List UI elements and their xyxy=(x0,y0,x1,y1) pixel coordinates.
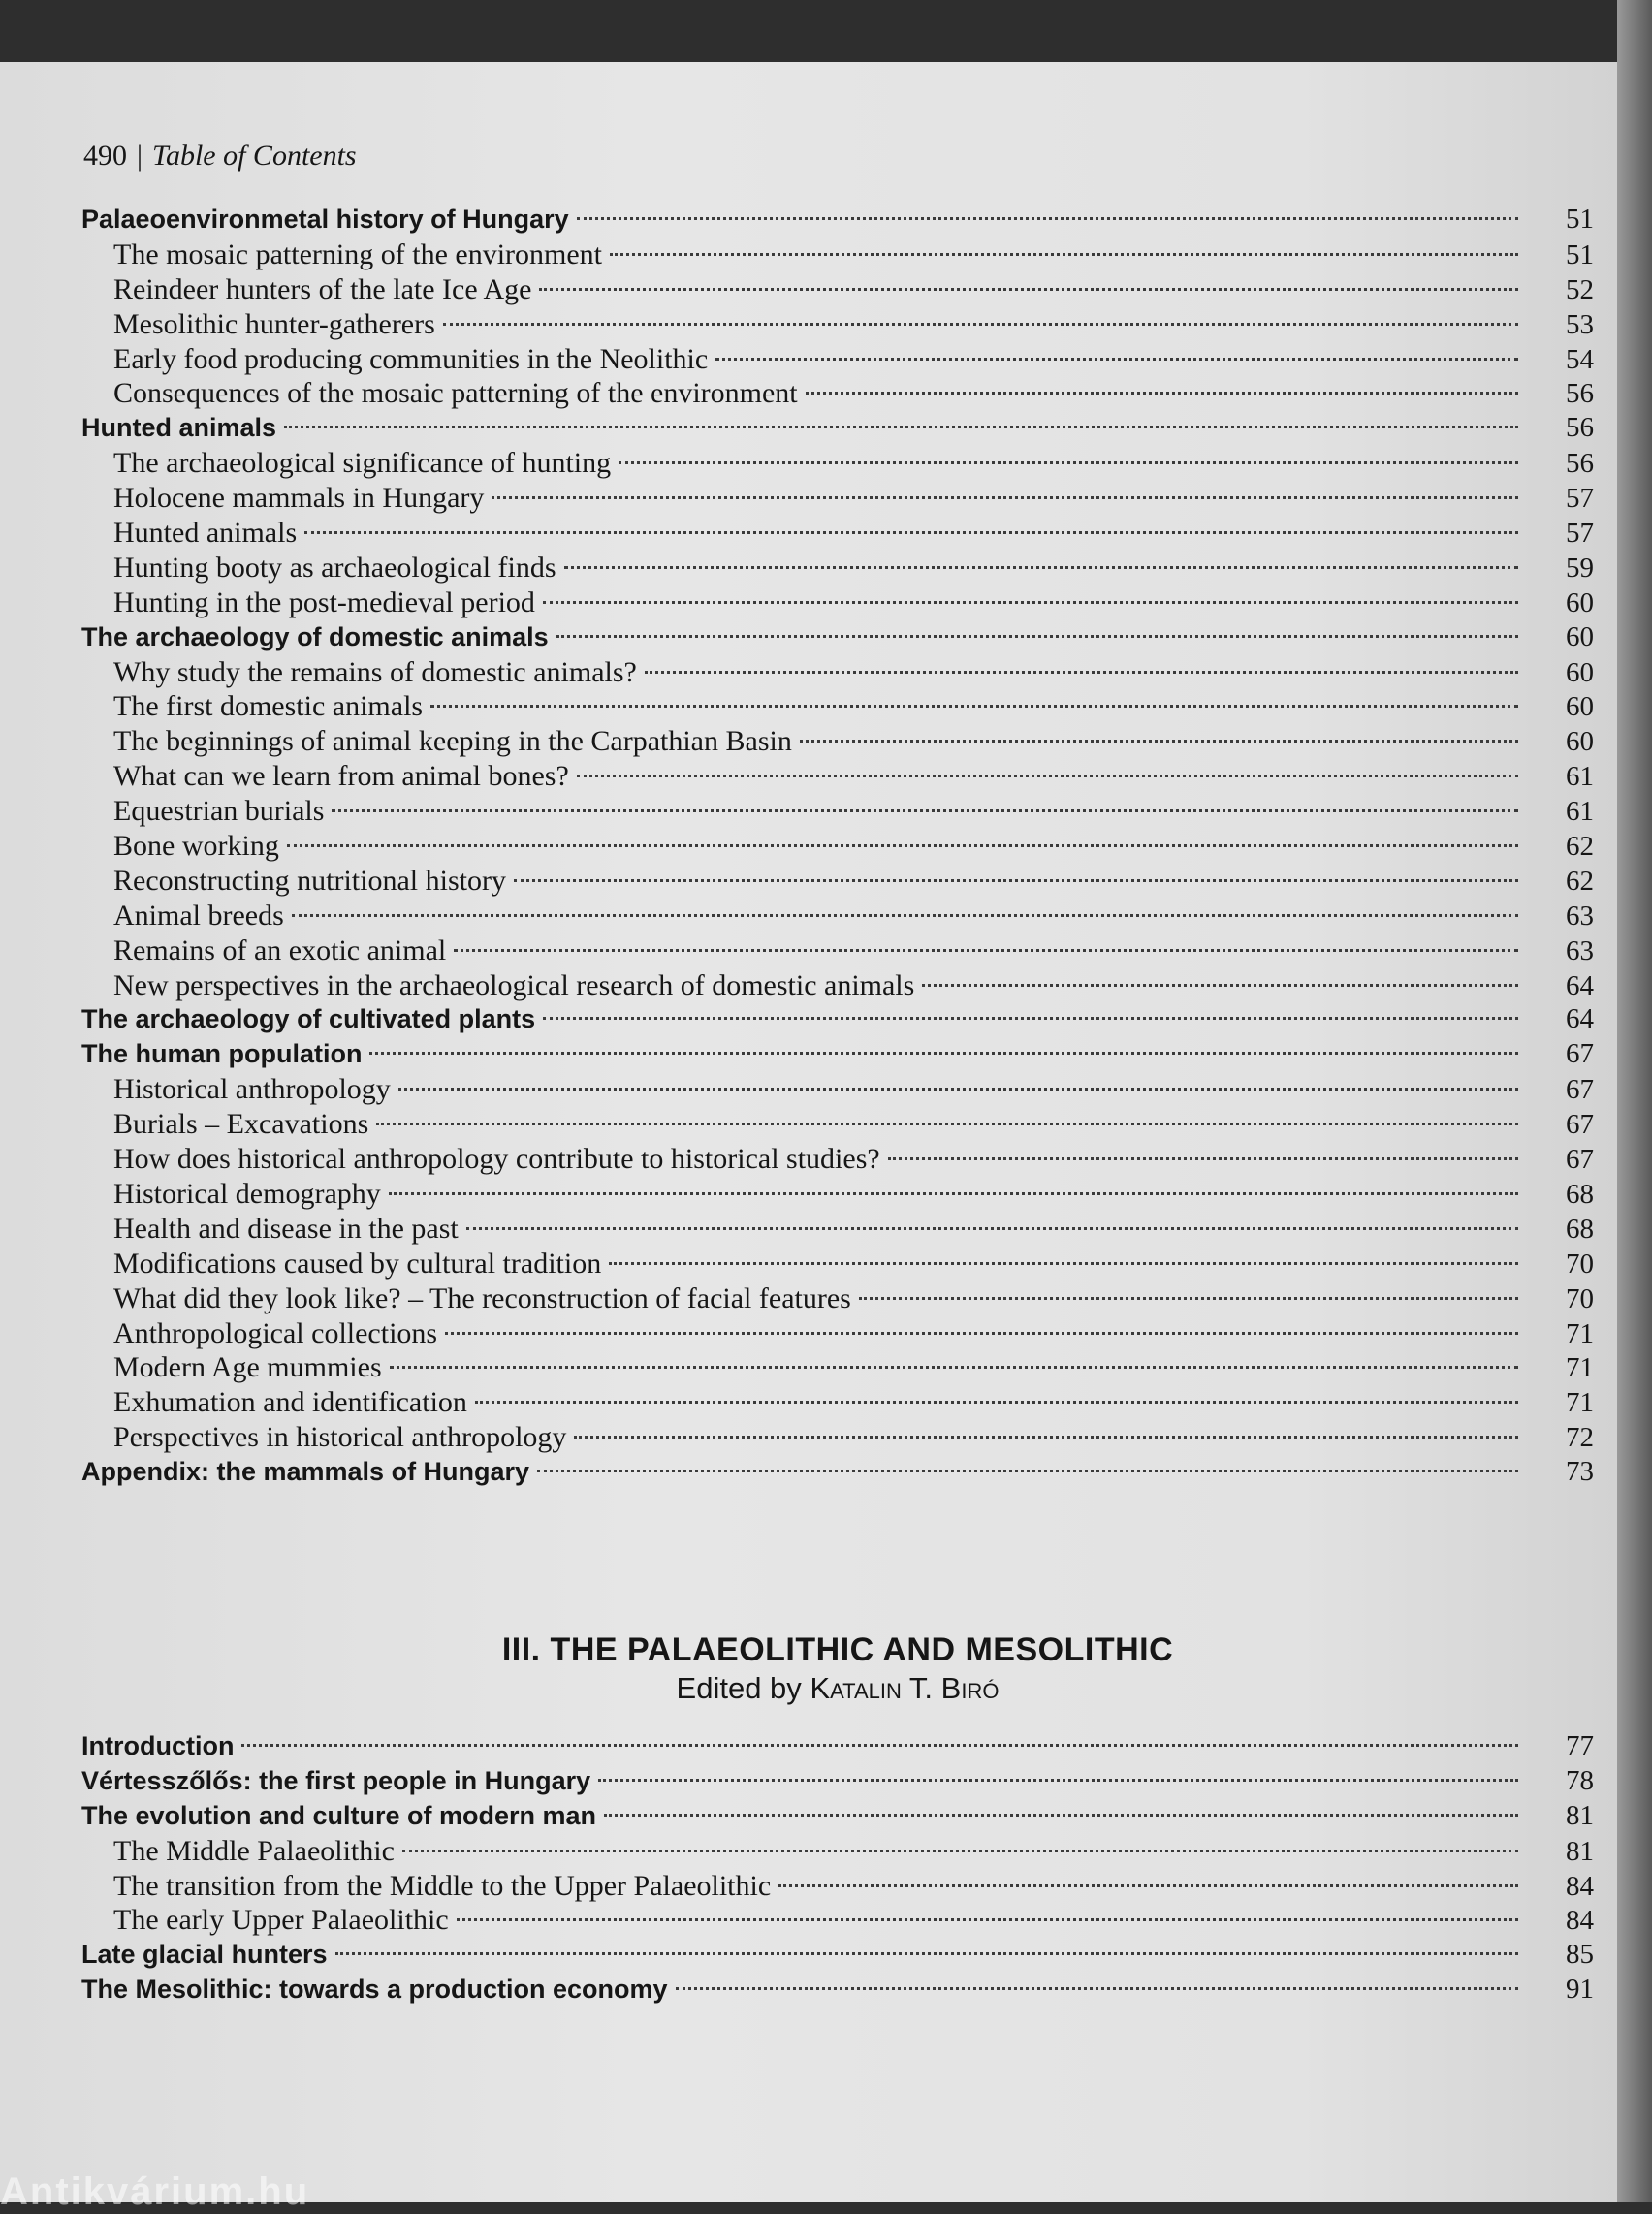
toc-entry-page-number: 77 xyxy=(1566,1730,1594,1761)
toc-subsection-entry xyxy=(81,1834,1594,1869)
toc-entry-page-number: 67 xyxy=(1566,1074,1594,1106)
toc-chapter-entry xyxy=(81,620,1594,655)
toc-subsection-entry xyxy=(81,446,1594,481)
toc-entry-page-number: 81 xyxy=(1566,1835,1594,1867)
toc-entry-page-number: 91 xyxy=(1566,1974,1594,2006)
toc-entry-page-number: 63 xyxy=(1566,934,1594,966)
toc-entry-title: The Middle Palaeolithic xyxy=(113,1834,395,1867)
toc-subsection-entry xyxy=(81,551,1594,585)
toc-subsection-entry xyxy=(81,933,1594,968)
toc-entry-page-number: 59 xyxy=(1566,552,1594,584)
toc-subsection-entry xyxy=(81,1903,1594,1938)
toc-entry-title: Late glacial hunters xyxy=(81,1940,328,1970)
toc-subsection-entry xyxy=(81,1316,1594,1351)
toc-entry-page-number: 67 xyxy=(1566,1038,1594,1070)
toc-subsection-entry xyxy=(81,307,1594,342)
toc-entry-title: The evolution and culture of modern man xyxy=(81,1800,597,1830)
toc-entry-title: The early Upper Palaeolithic xyxy=(113,1904,449,1937)
toc-entry-title: The mosaic patterning of the environment xyxy=(113,237,603,270)
toc-subsection-entry xyxy=(81,272,1594,307)
running-head xyxy=(83,140,357,173)
toc-entry-title: The beginnings of animal keeping in the Carpathian Basin xyxy=(113,725,792,758)
dot-leader xyxy=(543,601,1518,604)
dot-leader xyxy=(778,1884,1518,1887)
toc-subsection-entry xyxy=(81,1177,1594,1212)
dot-leader xyxy=(610,253,1518,256)
dot-leader xyxy=(287,844,1518,847)
toc-entry-title: The Mesolithic: towards a production economy xyxy=(81,1975,668,2005)
toc-chapter-entry xyxy=(81,1002,1594,1037)
dot-leader xyxy=(888,1157,1518,1160)
toc-subsection-entry xyxy=(81,1281,1594,1316)
toc-subsection-entry xyxy=(81,968,1594,1003)
dot-leader xyxy=(475,1401,1518,1404)
toc-entry-title: Equestrian burials xyxy=(113,795,325,828)
toc-entry-title: Palaeoenvironmetal history of Hungary xyxy=(81,205,569,234)
toc-subsection-entry xyxy=(81,655,1594,690)
toc-entry-title: Exhumation and identification xyxy=(113,1386,467,1419)
toc-entry-title: The human population xyxy=(81,1039,363,1069)
section-title: III. THE PALAEOLITHIC AND MESOLITHIC xyxy=(501,1631,1174,1668)
dot-leader xyxy=(609,1262,1518,1265)
toc-entry-title: Modern Age mummies xyxy=(113,1351,382,1384)
toc-entry-page-number: 51 xyxy=(1566,204,1594,235)
toc-entry-page-number: 64 xyxy=(1566,1003,1594,1035)
dot-leader xyxy=(284,426,1518,428)
dot-leader xyxy=(369,1052,1518,1055)
toc-entry-page-number: 84 xyxy=(1566,1870,1594,1902)
dot-leader xyxy=(556,635,1518,638)
toc-entry-page-number: 60 xyxy=(1566,691,1594,723)
toc-entry-page-number: 62 xyxy=(1566,831,1594,863)
toc-entry-title: Historical demography xyxy=(113,1177,381,1210)
toc-entry-title: Holocene mammals in Hungary xyxy=(113,482,485,515)
toc-entry-title: How does historical anthropology contribute to historical studies? xyxy=(113,1143,880,1176)
toc-entry-page-number: 54 xyxy=(1566,343,1594,375)
toc-entry-page-number: 56 xyxy=(1566,378,1594,410)
toc-entry-page-number: 84 xyxy=(1566,1905,1594,1937)
toc-entry-page-number: 71 xyxy=(1566,1352,1594,1384)
dot-leader xyxy=(574,1436,1518,1439)
dot-leader xyxy=(564,566,1518,569)
toc-subsection-entry xyxy=(81,376,1594,411)
toc-entry-title: Why study the remains of domestic animals? xyxy=(113,655,637,688)
dot-leader xyxy=(539,288,1518,291)
toc-entry-page-number: 63 xyxy=(1566,900,1594,932)
toc-subsection-entry xyxy=(81,1107,1594,1142)
toc-entry-page-number: 62 xyxy=(1566,865,1594,897)
toc-entry-page-number: 60 xyxy=(1566,656,1594,688)
dot-leader xyxy=(376,1123,1518,1125)
toc-subsection-entry xyxy=(81,481,1594,516)
dot-leader xyxy=(715,358,1518,361)
toc-entry-page-number: 53 xyxy=(1566,308,1594,340)
toc-entry-page-number: 51 xyxy=(1566,238,1594,270)
toc-entry-title: Historical anthropology xyxy=(113,1073,391,1106)
toc-entry-title: The archaeology of domestic animals xyxy=(81,621,549,651)
toc-entry-page-number: 57 xyxy=(1566,483,1594,515)
toc-entry-page-number: 68 xyxy=(1566,1213,1594,1245)
toc-entry-title: Mesolithic hunter-gatherers xyxy=(113,307,435,340)
toc-entry-title: Animal breeds xyxy=(113,899,284,932)
toc-subsection-entry xyxy=(81,1385,1594,1420)
toc-entry-title: What can we learn from animal bones? xyxy=(113,760,569,793)
toc-subsection-entry xyxy=(81,864,1594,899)
dot-leader xyxy=(537,1470,1518,1472)
toc-chapter-entry xyxy=(81,1973,1594,2008)
toc-subsection-entry xyxy=(81,237,1594,272)
page-number: 490 xyxy=(83,140,127,172)
toc-subsection-entry xyxy=(81,1142,1594,1177)
toc-subsection-entry xyxy=(81,689,1594,724)
dot-leader xyxy=(645,671,1518,674)
toc-entry-page-number: 61 xyxy=(1566,796,1594,828)
dot-leader xyxy=(619,461,1518,464)
toc-chapter-entry xyxy=(81,1729,1594,1764)
toc-entry-page-number: 60 xyxy=(1566,726,1594,758)
dot-leader xyxy=(800,740,1518,743)
toc-entry-title: Perspectives in historical anthropology xyxy=(113,1421,567,1454)
dot-leader xyxy=(922,984,1518,987)
toc-entry-title: Hunting booty as archaeological finds xyxy=(113,551,556,584)
toc-subsection-entry xyxy=(81,1420,1594,1455)
toc-entry-page-number: 56 xyxy=(1566,448,1594,480)
toc-subsection-entry xyxy=(81,1247,1594,1281)
dot-leader xyxy=(443,323,1518,326)
toc-entry-title: Health and disease in the past xyxy=(113,1212,459,1245)
toc-entry-title: Anthropological collections xyxy=(113,1316,438,1349)
toc-subsection-entry xyxy=(81,794,1594,829)
toc-chapter-entry xyxy=(81,1938,1594,1973)
toc-entry-title: Vértesszőlős: the first people in Hungary xyxy=(81,1765,591,1795)
toc-entry-page-number: 70 xyxy=(1566,1282,1594,1314)
dot-leader xyxy=(859,1297,1518,1300)
dot-leader xyxy=(389,1192,1518,1195)
section-header xyxy=(81,1630,1594,1708)
toc-subsection-entry xyxy=(81,759,1594,794)
toc-subsection-entry xyxy=(81,829,1594,864)
running-head-separator: | xyxy=(137,140,143,172)
toc-subsection-entry xyxy=(81,1869,1594,1904)
toc-entry-title: Reconstructing nutritional history xyxy=(113,864,506,897)
toc-entry-page-number: 60 xyxy=(1566,586,1594,618)
toc-entry-page-number: 71 xyxy=(1566,1387,1594,1419)
toc-subsection-entry xyxy=(81,724,1594,759)
toc-entry-page-number: 85 xyxy=(1566,1939,1594,1971)
dot-leader xyxy=(332,809,1518,812)
toc-chapter-entry xyxy=(81,411,1594,446)
dot-leader xyxy=(577,217,1518,220)
toc-subsection-entry xyxy=(81,1212,1594,1247)
toc-part-one xyxy=(81,203,1594,1490)
toc-entry-page-number: 72 xyxy=(1566,1422,1594,1454)
toc-entry-title: The transition from the Middle to the Upper Palaeolithic xyxy=(113,1869,772,1902)
toc-entry-title: Reindeer hunters of the late Ice Age xyxy=(113,272,532,305)
toc-entry-page-number: 67 xyxy=(1566,1144,1594,1176)
dot-leader xyxy=(398,1088,1518,1091)
toc-subsection-entry xyxy=(81,899,1594,933)
toc-entry-title: Early food producing communities in the Neolithic xyxy=(113,342,709,375)
book-page xyxy=(0,62,1621,2202)
toc-entry-page-number: 73 xyxy=(1566,1456,1594,1488)
toc-chapter-entry xyxy=(81,1455,1594,1490)
dot-leader xyxy=(514,879,1518,882)
editor-prefix: Edited by xyxy=(676,1671,802,1705)
dot-leader xyxy=(598,1779,1518,1782)
dot-leader xyxy=(445,1332,1518,1335)
toc-entry-title: Hunted animals xyxy=(81,413,277,443)
toc-subsection-entry xyxy=(81,1072,1594,1107)
dot-leader xyxy=(390,1366,1518,1369)
toc-entry-title: Appendix: the mammals of Hungary xyxy=(81,1457,530,1487)
toc-entry-title: Burials – Excavations xyxy=(113,1108,369,1141)
toc-subsection-entry xyxy=(81,342,1594,377)
dot-leader xyxy=(335,1952,1518,1955)
toc-entry-page-number: 71 xyxy=(1566,1317,1594,1349)
dot-leader xyxy=(292,914,1518,917)
dot-leader xyxy=(454,949,1518,952)
toc-entry-title: Hunted animals xyxy=(113,517,298,550)
toc-entry-page-number: 70 xyxy=(1566,1248,1594,1280)
toc-entry-title: Hunting in the post-medieval period xyxy=(113,585,535,618)
toc-chapter-entry xyxy=(81,203,1594,237)
toc-chapter-entry xyxy=(81,1037,1594,1072)
toc-chapter-entry xyxy=(81,1764,1594,1799)
section-editor xyxy=(81,1669,1594,1708)
toc-entry-page-number: 67 xyxy=(1566,1109,1594,1141)
dot-leader xyxy=(676,1987,1518,1990)
editor-name: Katalin T. Biró xyxy=(810,1671,1000,1705)
toc-chapter-entry xyxy=(81,1799,1594,1834)
toc-entry-title: The archaeology of cultivated plants xyxy=(81,1004,536,1034)
toc-entry-page-number: 64 xyxy=(1566,969,1594,1001)
toc-entry-page-number: 61 xyxy=(1566,761,1594,793)
toc-entry-page-number: 57 xyxy=(1566,518,1594,550)
toc-entry-page-number: 78 xyxy=(1566,1764,1594,1796)
toc-entry-title: The first domestic animals xyxy=(113,690,424,723)
toc-entry-page-number: 56 xyxy=(1566,412,1594,444)
dot-leader xyxy=(241,1744,1518,1747)
dot-leader xyxy=(492,496,1518,499)
toc-entry-title: Introduction xyxy=(81,1731,235,1760)
watermark: Antikvárium.hu xyxy=(0,2170,310,2213)
toc-part-two xyxy=(81,1729,1594,2008)
toc-entry-title: New perspectives in the archaeological research of domestic animals xyxy=(113,968,915,1001)
toc-entry-title: What did they look like? – The reconstruction of facial features xyxy=(113,1281,851,1314)
toc-entry-page-number: 60 xyxy=(1566,620,1594,652)
toc-entry-title: Remains of an exotic animal xyxy=(113,933,447,966)
dot-leader xyxy=(430,705,1518,708)
dot-leader xyxy=(577,775,1518,777)
toc-entry-page-number: 68 xyxy=(1566,1178,1594,1210)
toc-entry-page-number: 52 xyxy=(1566,273,1594,305)
book-spine-shadow xyxy=(1617,0,1652,2202)
dot-leader xyxy=(466,1227,1518,1230)
dot-leader xyxy=(402,1850,1518,1852)
dot-leader xyxy=(304,531,1518,534)
toc-entry-page-number: 81 xyxy=(1566,1799,1594,1831)
dot-leader xyxy=(806,392,1518,395)
running-head-title: Table of Contents xyxy=(152,140,357,172)
toc-subsection-entry xyxy=(81,516,1594,551)
toc-entry-title: Modifications caused by cultural tradition xyxy=(113,1247,602,1280)
dot-leader xyxy=(543,1017,1518,1020)
dot-leader xyxy=(457,1918,1518,1921)
toc-entry-title: Bone working xyxy=(113,830,279,863)
toc-entry-title: Consequences of the mosaic patterning of the environment xyxy=(113,377,798,410)
toc-entry-title: The archaeological significance of hunting xyxy=(113,447,612,480)
toc-subsection-entry xyxy=(81,1350,1594,1385)
toc-subsection-entry xyxy=(81,585,1594,620)
dot-leader xyxy=(604,1814,1518,1817)
